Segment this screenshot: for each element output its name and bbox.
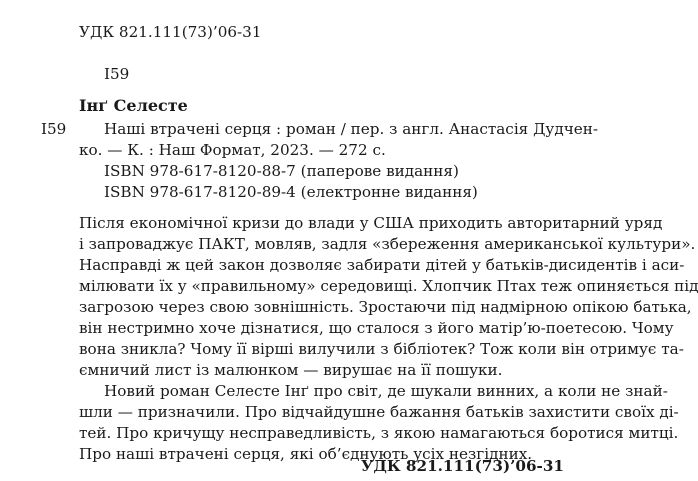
annotation-line: Новий роман Селесте Інґ про світ, де шукали винних, а коли не знай-: [104, 382, 668, 400]
author-name: Інґ Селесте: [79, 96, 188, 115]
annotation-line: він нестримно хоче дізнатися, що сталося з його матір’ю-поетесою. Чому: [79, 319, 674, 337]
header-cutter: І59: [104, 65, 130, 83]
header-udc: УДК 821.111(73)’06-31: [79, 23, 262, 41]
footer-udc: УДК 821.111(73)’06-31: [361, 457, 564, 475]
isbn-print: ISBN 978-617-8120-88-7 (паперове видання): [104, 162, 459, 180]
annotation-line: ємничий лист із малюнком — вирушає на її пошуки.: [79, 361, 503, 379]
annotation-line: Про наші втрачені серця, які об’єднують усіх незгідних.: [79, 445, 533, 463]
annotation-line: Насправді ж цей закон дозволяє забирати дітей у батьків-дисидентів і аси-: [79, 256, 685, 274]
annotation-line: шли — призначили. Про відчайдушне бажання батьків захистити своїх ді-: [79, 403, 679, 421]
title-line-2: ко. — К. : Наш Формат, 2023. — 272 с.: [79, 141, 386, 159]
annotation-line: вона зникла? Чому її вірші вилучили з бібліотек? Тож коли він отримує та-: [79, 340, 684, 358]
annotation-line: тей. Про кричущу несправедливість, з якою намагаються боротися митці.: [79, 424, 679, 442]
title-line-1: Наші втрачені серця : роман / пер. з англ. Анастасія Дудчен-: [104, 120, 599, 138]
annotation-line: Після економічної кризи до влади у США приходить авторитарний уряд: [79, 214, 663, 232]
annotation-line: і запроваджує ПАКТ, мовляв, задля «збереження американської культури».: [79, 235, 696, 253]
annotation-line: загрозою через свою зовнішність. Зростаючи під надмірною опікою батька,: [79, 298, 692, 316]
annotation-line: мілювати їх у «правильному» середовищі. Хлопчик Птах теж опиняється під: [79, 277, 698, 295]
isbn-ebook: ISBN 978-617-8120-89-4 (електронне видання): [104, 183, 478, 201]
entry-cutter: І59: [41, 120, 67, 138]
